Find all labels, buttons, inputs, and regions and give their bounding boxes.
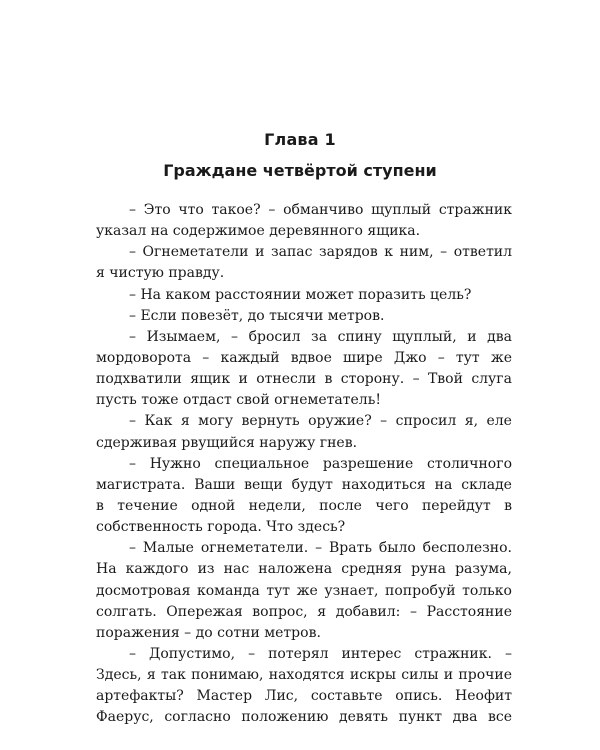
text-line: – Малые огнеметатели. – Врать было бесполезно. bbox=[129, 540, 513, 557]
text-line: – Допустимо, – потерял интерес стражник. – bbox=[129, 645, 512, 662]
text-line: поражения – до сотни метров. bbox=[96, 624, 321, 641]
text-line: – Как я могу вернуть оружие? – спросил я, еле bbox=[129, 413, 512, 430]
text-line: магистрата. Ваши вещи будут находиться на складе bbox=[96, 476, 512, 493]
body-text bbox=[96, 200, 512, 729]
text-line: – Если повезёт, до тысячи метров. bbox=[129, 307, 385, 324]
text-line: – Изымаем, – бросил за спину щуплый, и два bbox=[129, 328, 513, 345]
text-line: – Огнеметатели и запас зарядов к ним, – ответил bbox=[129, 244, 513, 261]
text-line: пусть тоже отдаст свой огнеметатель! bbox=[96, 392, 381, 409]
text-line: – Это что такое? – обманчиво щуплый стражник bbox=[129, 202, 513, 218]
text-line: указал на содержимое деревянного ящика. bbox=[96, 223, 421, 240]
text-line: солгать. Опережая вопрос, я добавил: – Расстояние bbox=[96, 603, 512, 620]
text-line: – Нужно специальное разрешение столичного bbox=[129, 455, 513, 472]
text-line: – На каком расстоянии может поразить цель? bbox=[129, 286, 472, 303]
text-line: мордоворота – каждый вдвое шире Джо – тут же bbox=[96, 349, 512, 366]
text-line: собственность города. Что здесь? bbox=[96, 519, 346, 536]
text-line: На каждого из нас наложена средняя руна разума, bbox=[96, 561, 512, 578]
text-line: Фаерус, согласно положению девять пункт два все bbox=[96, 709, 513, 726]
text-line: я чистую правду. bbox=[96, 265, 225, 282]
text-line: в течение одной недели, после чего перейдут в bbox=[96, 497, 513, 514]
text-line: сдерживая рвущийся наружу гнев. bbox=[96, 434, 358, 451]
chapter-title: Граждане четвёртой ступени bbox=[163, 161, 437, 180]
text-line: Здесь, я так понимаю, находятся искры силы и прочие bbox=[96, 667, 513, 684]
chapter-number: Глава 1 bbox=[264, 130, 336, 149]
text-line: подхватили ящик и отнесли в сторону. – Твой слуга bbox=[96, 371, 512, 388]
text-line: досмотровая команда тут же узнает, попробуй только bbox=[96, 582, 512, 599]
text-line: артефакты? Мастер Лис, составьте опись. Неофит bbox=[96, 688, 513, 705]
